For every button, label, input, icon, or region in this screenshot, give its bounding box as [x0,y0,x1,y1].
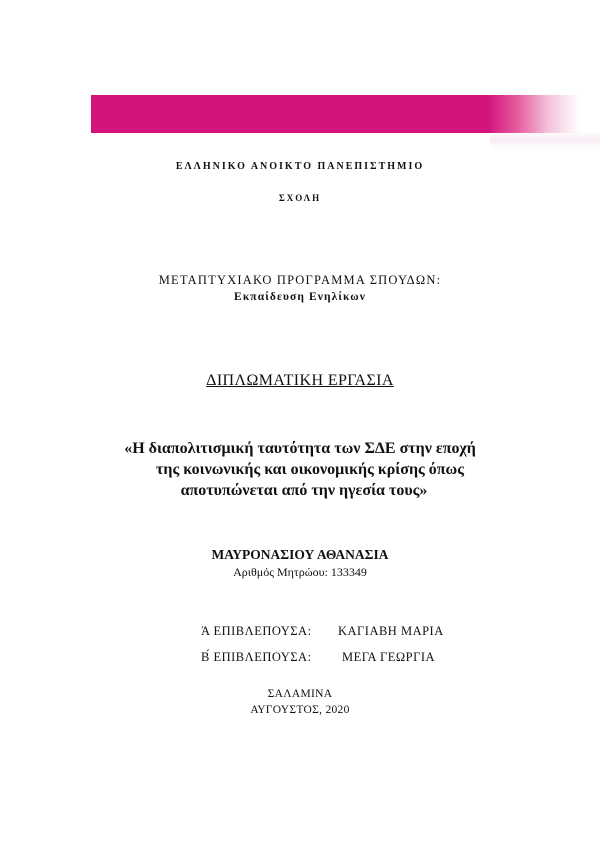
program-name: Εκπαίδευση Ενηλίκων [234,291,366,303]
thesis-title-line: της κοινωνικής και οικονομικής κρίσης όπως [155,461,464,478]
banner-fade-decoration [490,95,600,149]
supervisor-name: ΚΑΓΙΑΒΗ ΜΑΡΙΑ [338,624,444,638]
registration-number: Αριθμός Μητρώου: 133349 [233,565,367,579]
date-label: ΑΥΓΟΥΣΤΟΣ, 2020 [250,704,350,716]
school-label: ΣΧΟΛΗ [278,193,322,203]
thesis-title [0,438,600,501]
university-name: ΕΛΛΗΝΙΚΟ ΑΝΟΙΚΤΟ ΠΑΝΕΠΙΣΤΗΜΙΟ [175,161,425,172]
author-name: ΜΑΥΡΟΝΑΣΙΟΥ ΑΘΑΝΑΣΙΑ [211,547,389,562]
thesis-title-line: αποτυπώνεται από την ηγεσία τους» [180,482,428,499]
supervisor-row [201,650,435,665]
supervisor-name: ΜΕΓΑ ΓΕΩΡΓΙΑ [342,650,436,664]
thesis-title-line: «Η διαπολιτισμική ταυτότητα των ΣΔΕ στην εποχή [124,440,476,457]
program-label: ΜΕΤΑΠΤΥΧΙΑΚΟ ΠΡΟΓΡΑΜΜΑ ΣΠΟΥΔΩΝ: [158,273,442,287]
city-label: ΣΑΛΑΜΙΝΑ [267,688,333,700]
thesis-type-heading: ΔΙΠΛΩΜΑΤΙΚΗ ΕΡΓΑΣΙΑ [206,372,394,389]
supervisor-role: Ά ΕΠΙΒΛΕΠΟΥΣΑ: [201,624,312,638]
supervisor-row [201,624,444,639]
supervisor-role: Β́ ΕΠΙΒΛΕΠΟΥΣΑ: [201,650,312,664]
